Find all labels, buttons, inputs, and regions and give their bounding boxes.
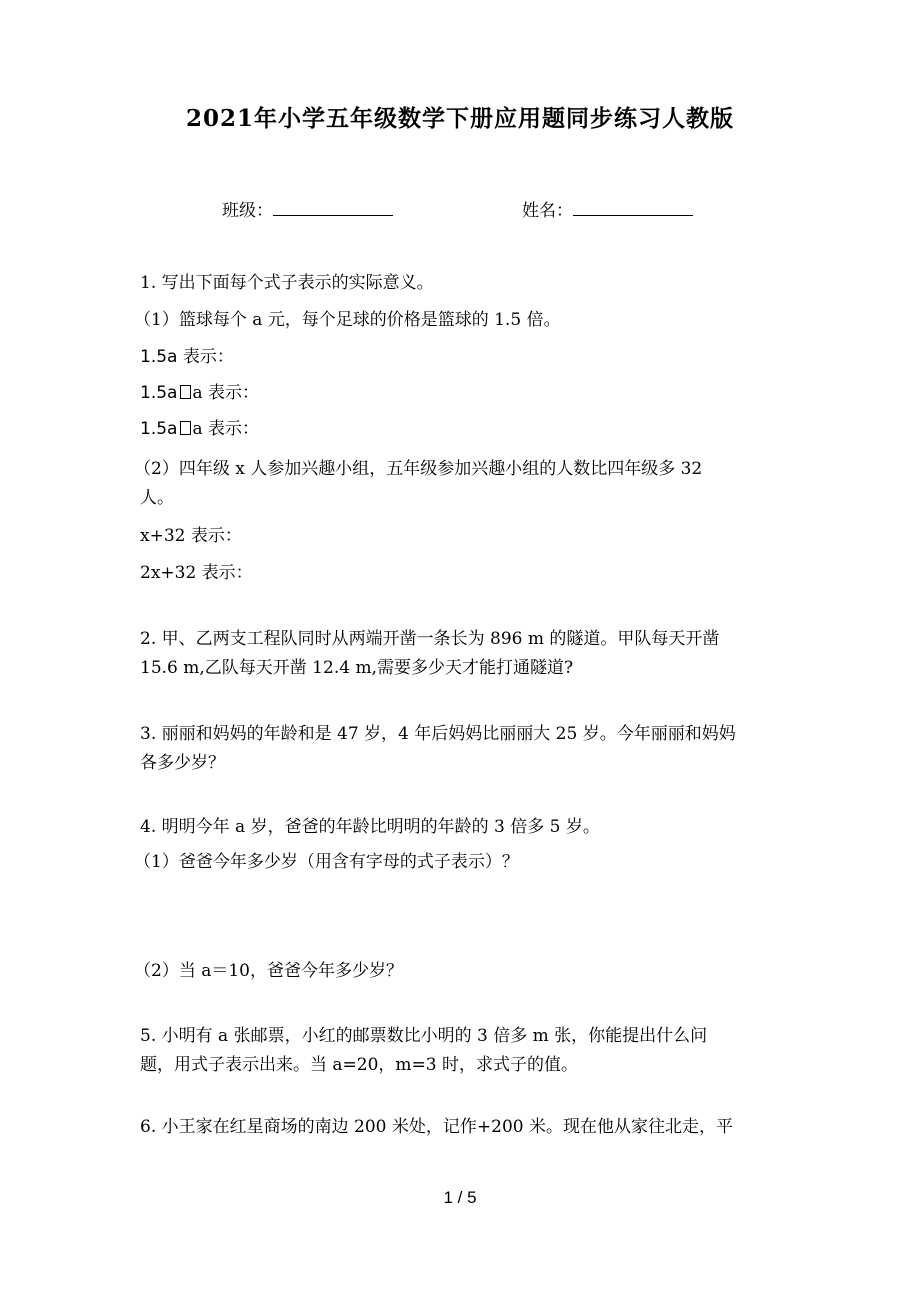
q1-part2-line2: 人。 <box>140 488 174 508</box>
q1-text: 1. 写出下面每个式子表示的实际意义。 <box>140 273 434 293</box>
page-number: 1 / 5 <box>443 1188 477 1207</box>
q4-part1: （1）爸爸今年多少岁（用含有字母的式子表示）？ <box>134 852 519 872</box>
name-blank[interactable] <box>573 201 693 216</box>
q2-line1: 2. 甲、乙两支工程队同时从两端开凿一条长为 896 m 的隧道。甲队每天开凿 <box>140 629 720 649</box>
q3-line2: 各多少岁？ <box>140 753 225 773</box>
q1-expr2-label: a 表示： <box>192 383 259 403</box>
q1-part1: （1）篮球每个 a 元，每个足球的价格是篮球的 1.5 倍。 <box>134 310 561 330</box>
q5-line2: 题，用式子表示出来。当 a=20，m=3 时，求式子的值。 <box>140 1055 578 1075</box>
name-label: 姓名： <box>522 201 573 221</box>
q1-expr1-label: 表示： <box>177 347 234 367</box>
name-field <box>522 200 693 222</box>
q1-expr2 <box>140 382 259 404</box>
q4-text: 4. 明明今年 a 岁，爸爸的年龄比明明的年龄的 3 倍多 5 岁。 <box>140 817 600 837</box>
q4-part2: （2）当 a＝10，爸爸今年多少岁？ <box>134 961 403 981</box>
q1-expr3-label: a 表示： <box>192 419 259 439</box>
q1-expr3 <box>140 418 259 440</box>
unknown-symbol-icon <box>180 421 191 435</box>
q1-expr4: x+32 表示： <box>140 526 242 546</box>
q1-part2-line1: （2）四年级 x 人参加兴趣小组，五年级参加兴趣小组的人数比四年级多 32 <box>134 459 703 479</box>
unknown-symbol-icon <box>180 385 191 399</box>
q3-line1: 3. 丽丽和妈妈的年龄和是 47 岁，4 年后妈妈比丽丽大 25 岁。今年丽丽和妈妈 <box>140 724 736 744</box>
class-field <box>222 200 393 222</box>
class-blank[interactable] <box>273 201 393 216</box>
q1-expr3-formula: 1.5a <box>140 419 178 439</box>
document-title: 2021年小学五年级数学下册应用题同步练习人教版 <box>185 105 734 132</box>
class-label: 班级： <box>222 201 273 221</box>
q5-line1: 5. 小明有 a 张邮票，小红的邮票数比小明的 3 倍多 m 张，你能提出什么问 <box>140 1026 708 1046</box>
q1-expr5: 2x+32 表示： <box>140 563 253 583</box>
q6-line1: 6. 小王家在红星商场的南边 200 米处，记作+200 米。现在他从家往北走，平 <box>140 1117 733 1137</box>
q2-line2: 15.6 m,乙队每天开凿 12.4 m,需要多少天才能打通隧道? <box>140 658 574 678</box>
q1-expr2-formula: 1.5a <box>140 383 178 403</box>
q1-expr1 <box>140 346 234 368</box>
q1-expr1-formula: 1.5a <box>140 347 178 367</box>
